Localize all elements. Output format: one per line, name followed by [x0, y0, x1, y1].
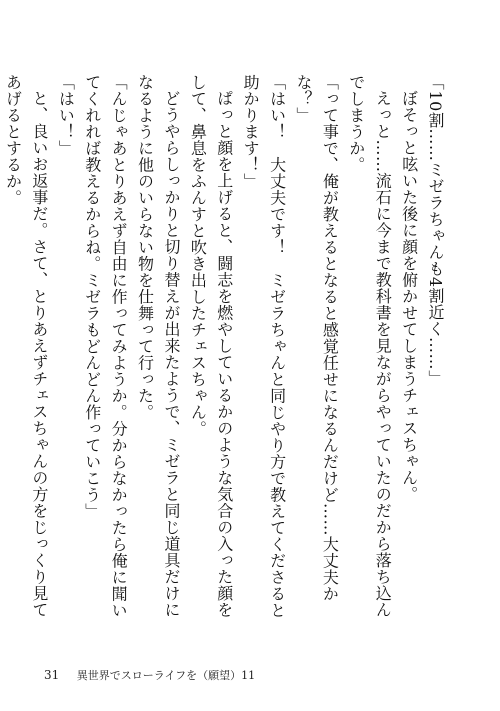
text-line: 「んじゃあとりあえず自由に作ってみようか。分からなかったら俺に聞いてくれれば教えるからね。ミゼラもどんどん作っていこう」: [82, 74, 129, 619]
text-line: ぼそっと呟いた後に顔を俯かせてしまうチェスちゃん。: [399, 90, 419, 503]
text-line: 「はい！」: [56, 74, 76, 157]
text-line: 「はい！ 大丈夫です！ ミゼラちゃんと同じやり方で教えてくださると助かります！」: [241, 74, 287, 619]
text-line: と、良いお返事だ。さて、とりあえずチェスちゃんの方をじっくり見てあげるとするか。: [3, 74, 49, 618]
running-title: 異世界でスローライフを（願望）11: [76, 669, 256, 682]
text-line: 「10割……ミゼラちゃんも4割近く……」: [426, 74, 445, 387]
vertical-text-body: [3, 74, 448, 634]
text-line: どうやらしっかりと切り替えが出来たようで、ミゼラと同じ道具だけになるように他のいらない物を仕舞って行った。: [135, 74, 181, 618]
page-footer: [44, 668, 255, 683]
page-number: 31: [44, 668, 60, 682]
text-line: 「って事で、俺が教えるとなると感覚任せになるんだけど……大丈夫かな？」: [293, 74, 340, 602]
text-line: えっと……流石に今まで教科書を見ながらやっていたのだから落ち込んでしまうか。: [346, 74, 393, 618]
text-line: ぱっと顔を上げると、闘志を燃やしているかのような気合の入った顔をして、鼻息をふんすと吹き出したチェスちゃん。: [188, 74, 234, 618]
